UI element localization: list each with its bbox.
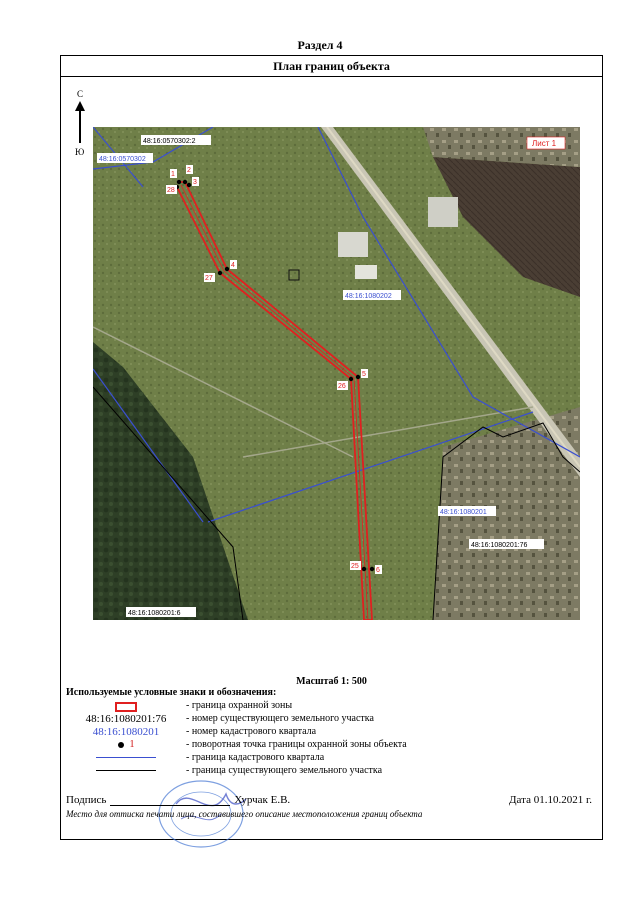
north-arrow [71,89,91,169]
point-28: 28 [167,187,175,194]
north-arrow-shaft [79,109,81,143]
map-label-0570302-2: 48:16:0570302:2 [143,138,196,145]
aerial-map [93,127,580,620]
legend-item-turning-point: 1 - поворотная точка границы охранной зоны объекта [61,739,581,752]
legend-item-parcel-border: - граница существующего земельного участка [61,765,581,778]
scale-label: Масштаб 1: 500 [296,676,367,687]
point-27: 27 [205,275,213,282]
parcel-border-line-icon [96,770,156,771]
map-label-1080202: 48:16:1080202 [345,293,392,300]
map-label-1080201-6: 48:16:1080201:6 [128,610,181,617]
section-heading: Раздел 4 [297,38,343,52]
point-4: 4 [231,262,235,269]
map-label-0570302: 48:16:0570302 [99,156,146,163]
legend-item-quarter-number: 48:16:1080201 - номер кадастрового квартала [92,726,317,738]
seal-note: Место для оттиска печати лица, составившего описание местоположения границ объекта [66,809,423,819]
point-1: 1 [171,171,175,178]
point-2: 2 [187,167,191,174]
point-5: 5 [362,371,366,378]
legend-item-quarter-border: - граница кадастрового квартала [61,752,581,765]
zone-border-icon [115,702,137,712]
signature-line: Подпись Хурчак Е.В. [66,794,291,806]
north-label: С [77,89,84,99]
point-26: 26 [338,383,346,390]
point-3: 3 [193,179,197,186]
page-title: План границ объекта [61,56,602,77]
point-25: 25 [351,563,359,570]
turning-point-icon [118,742,124,748]
map-label-1080201-76: 48:16:1080201:76 [471,542,528,549]
legend-item-zone: - граница охранной зоны [61,700,581,713]
quarter-border-line-icon [96,757,156,758]
document-frame [60,55,603,840]
south-label: Ю [75,147,85,157]
legend-title: Используемые условные знаки и обозначения: [66,687,277,698]
legend-item-parcel-number: 48:16:1080201:76 - номер существующего земельного участка [85,713,374,725]
document-date: Дата 01.10.2021 г. [509,794,592,806]
sheet-label: Лист 1 [532,139,557,148]
point-6: 6 [376,567,380,574]
signer-name: Хурчак Е.В. [234,794,291,806]
map-label-1080201: 48:16:1080201 [440,509,487,516]
